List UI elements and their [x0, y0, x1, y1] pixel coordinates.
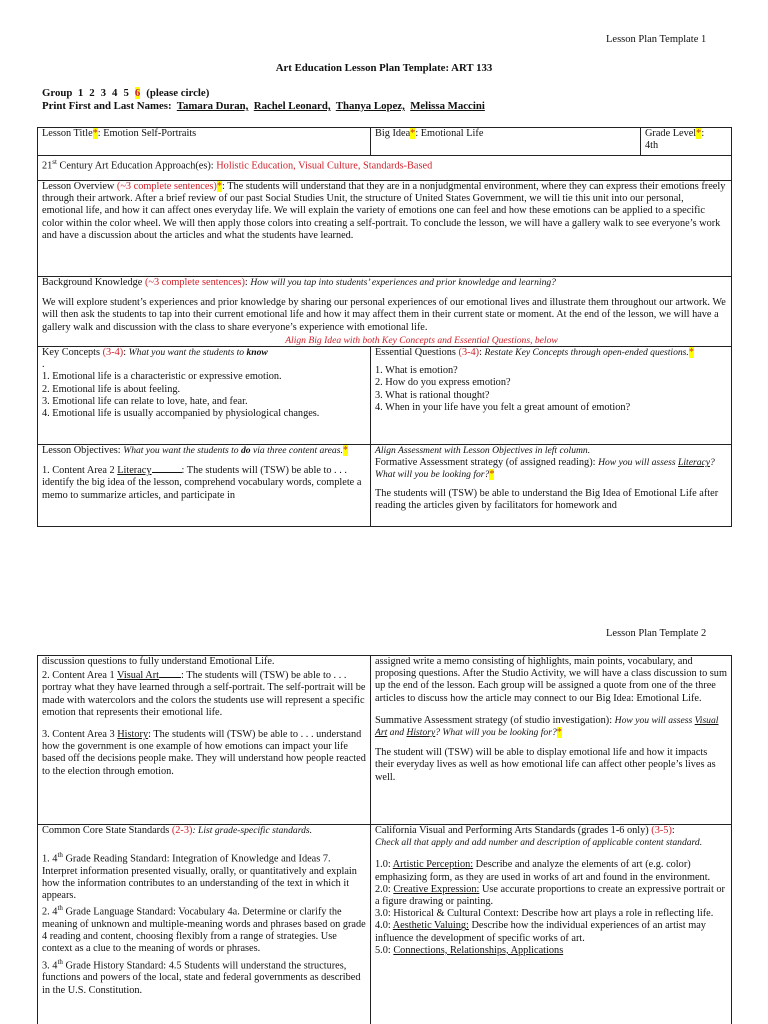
- big-idea-cell: Big Idea*: Emotional Life: [371, 128, 641, 156]
- key-concept-item: 1. Emotional life is a characteristic or expressive emotion.: [42, 371, 282, 383]
- essential-question-item: 2. How do you express emotion?: [375, 377, 511, 389]
- big-idea-value[interactable]: Emotional Life: [420, 128, 484, 139]
- group-note: (please circle): [146, 87, 210, 99]
- student-name: Thanya Lopez,: [335, 100, 405, 112]
- key-concept-item: 2. Emotional life is about feeling.: [42, 383, 181, 395]
- essential-question-item: 3. What is rational thought?: [375, 389, 490, 401]
- names-label: Print First and Last Names:: [42, 100, 172, 112]
- key-concepts-cell[interactable]: Align Big Idea with both Key Concepts and Essential Questions, below Key Concepts (3-4): What you want the students to know . 1. Emotional life is a characteristic or expressive emotion. 2. Emotional life is about feeling. 3. Emotional life can relate to love, hate, and fear. 4. Emotional life is usually accompanied by physiological changes.: [38, 347, 371, 445]
- assessment-align-note: Align Assessment with Lesson Objectives in left column.: [375, 445, 591, 456]
- group-number[interactable]: 1: [77, 87, 84, 99]
- page-header: Lesson Plan Template 2: [606, 628, 707, 639]
- objective-1-cont: discussion questions to fully understand Emotional Life.: [42, 656, 275, 667]
- ccss-standard: 1. 4th Grade Reading Standard: Integration of Knowledge and Ideas 7. Interpret information presented visually, orally, or quantitatively and explain how the information contributes to an understanding of the text in which it appears.: [42, 851, 357, 902]
- approach-value[interactable]: Holistic Education, Visual Culture, Standards-Based: [216, 160, 433, 172]
- group-number[interactable]: 2: [89, 87, 95, 99]
- align-note: Align Big Idea with both Key Concepts and Essential Questions, below: [285, 335, 558, 346]
- objective-1: 1. Content Area 2 Literacy : The students will (TSW) be able to . . . identify the big idea of the lesson, comprehend vocabulary words, complete a memo to summarize articles, and participate in: [42, 465, 362, 501]
- grade-level-value[interactable]: 4th: [645, 140, 659, 152]
- group-number[interactable]: 3: [100, 87, 107, 99]
- page-header: Lesson Plan Template 1: [606, 34, 707, 45]
- group-number[interactable]: 5: [123, 87, 129, 99]
- cvpa-standard: 3.0: Historical & Cultural Context: Describe how art plays a role in reflecting life.: [375, 908, 714, 920]
- cvpa-cell[interactable]: California Visual and Performing Arts Standards (grades 1-6 only) (3-5): Check all that apply and add number and description of applicable content standard. 1.0: Artistic Perception: Describe and analyze the elements of art (e.g. color) emphasizing form, as they are used in works of art and found in the environment. 2.0: Creative Expression: Use accurate proportions to create an expressive portrait or a figure drawing or painting. 3.0: Historical & Cultural Context: Describe how art plays a role in reflecting life. 4.0: Aesthetic Valuing: Describe how the individual experiences of an artist may influence the development of specific works of art. 5.0: Connections, Relationships, Applications: [371, 825, 732, 1024]
- background-cell[interactable]: Background Knowledge (~3 complete sentences): How will you tap into students’ experiences and prior knowledge and learning? We will explore student’s experiences and prior knowledge by sharing our personal experiences of our emotional lives and illustrate them throughout our artwork. We will then ask the students to tap into their current emotional life and how it may affect them in their current state or moment. At the end of the lesson, we will have a gallery walk and discussion with the class to share everyone’s experience with emotional life.: [38, 277, 732, 347]
- approach-cell: 21st Century Art Education Approach(es): Holistic Education, Visual Culture, Standards-Based: [38, 156, 732, 181]
- group-number-selected[interactable]: 6: [134, 87, 141, 99]
- ccss-cell[interactable]: Common Core State Standards (2-3): List grade-specific standards. 1. 4th Grade Reading Standard: Integration of Knowledge and Ideas 7. Interpret information presented visually, orally, or quantitatively and explain how the information contributes to an understanding of the text in which it appears. 2. 4th Grade Language Standard: Vocabulary 4a. Determine or clarify the meaning of unknown and multiple-meaning words and phrases based on grade 4 reading and content, choosing flexibly from a range of strategies. Use context as a clue to the meaning of words or phrases. 3. 4th Grade History Standard: 4.5 Students will understand the structures, functions and powers of the local, state and federal governments as described in the U.S. Constitution.: [38, 825, 371, 1024]
- ccss-standard: 3. 4th Grade History Standard: 4.5 Students will understand the structures, functions and powers of the local, state and federal governments as described in the U.S. Constitution.: [42, 957, 361, 996]
- group-number[interactable]: 4: [112, 87, 118, 99]
- objectives-cell[interactable]: Lesson Objectives: What you want the students to do via three content areas.* 1. Content Area 2 Literacy : The students will (TSW) be able to . . . identify the big idea of the lesson, comprehend vocabulary words, complete a memo to summarize articles, and participate in: [38, 445, 371, 527]
- essential-questions-cell[interactable]: Essential Questions (3-4): Restate Key Concepts through open-ended questions.* 1. What is emotion? 2. How do you express emotion? 3. What is rational thought? 4. When in your life have you felt a great amount of emotion?: [371, 347, 732, 445]
- overview-cell[interactable]: Lesson Overview (~3 complete sentences)*: The students will understand that they are in a nonjudgmental environment, where they can express their emotions freely through their artwork. After a brief review of our past Social Studies Unit, the structure of United States Government, we will tie this unit into our personal, emotional life, and how it can affect ones everyday life. We will explain the variety of emotions one can feel and how these emotions can be applied to a specific color within the color wheel. We will then apply those colors into creating a self-portrait. To conclude the lesson, we will have a gallery walk to see everyone’s work and have a discussion about the articles and what the students have learned.: [38, 181, 732, 277]
- background-text: We will explore student’s experiences and prior knowledge by sharing our personal experiences of our emotional lives and illustrate them throughout our artwork. We will then ask the students to tap into their current emotional life and how it may affect them in their current state or moment. At the end of the lesson, we will have a gallery walk and discussion with the class to share everyone’s experience with emotional life.: [42, 297, 726, 333]
- lesson-title-cell: Lesson Title*: Emotion Self-Portraits: [38, 128, 371, 156]
- group-label: Group: [42, 87, 73, 99]
- group-selector: [42, 87, 485, 113]
- student-name: Melissa Maccini: [410, 100, 485, 112]
- student-name: Tamara Duran,: [176, 100, 249, 112]
- objectives-cont-cell[interactable]: [38, 656, 371, 825]
- key-concept-item: 3. Emotional life can relate to love, hate, and fear.: [42, 395, 248, 407]
- document-title: Art Education Lesson Plan Template: ART 133: [275, 62, 493, 74]
- key-concept-item: 4. Emotional life is usually accompanied by physiological changes.: [42, 408, 320, 420]
- formative-text: The students will (TSW) be able to understand the Big Idea of Emotional Life after reading the articles given by facilitators for homework and: [375, 487, 719, 511]
- student-name: Rachel Leonard,: [253, 100, 331, 112]
- cvpa-prompt: Check all that apply and add number and description of applicable content standard.: [375, 837, 703, 849]
- summative-assessment: Summative Assessment strategy (of studio investigation): How you will assess Visual Art and History? What will you be looking for?*: [375, 714, 719, 739]
- grade-level-cell: Grade Level*: 4th: [641, 128, 732, 156]
- cvpa-standard: 1.0: Artistic Perception: Describe and analyze the elements of art (e.g. color) emphasizing form, as they are used in works of art and found in the environment.: [375, 859, 711, 883]
- objective-2: 2. Content Area 1 Visual Art : The students will (TSW) be able to . . . portray what they have learned through a self-portrait. The self-portrait will be made with watercolors and the colors the students use will represent a specific emotion that represents their emotional life.: [42, 670, 366, 718]
- essential-question-item: 4. When in your life have you felt a great amount of emotion?: [375, 401, 631, 413]
- summative-text: The student will (TSW) will be able to display emotional life and how it impacts their everyday lives as well as how emotional life can affect other people’s lives as well.: [375, 747, 716, 783]
- essential-question-item: 1. What is emotion?: [375, 365, 458, 377]
- assessment-cont-cell[interactable]: [371, 656, 732, 825]
- lesson-title-value[interactable]: Emotion Self-Portraits: [103, 128, 197, 139]
- formative-assessment-cell[interactable]: Align Assessment with Lesson Objectives in left column. Formative Assessment strategy (of assigned reading): How you will assess Literacy? What will you be looking for?* The students will (TSW) be able to understand the Big Idea of Emotional Life after reading the articles given by facilitators for homework and: [371, 445, 732, 527]
- cvpa-standard: 5.0: Connections, Relationships, Applications: [375, 944, 564, 956]
- cvpa-standard: 2.0: Creative Expression: Use accurate proportions to create an expressive portrait or a figure drawing or painting.: [375, 883, 725, 908]
- overview-text: : The students will understand that they are in a nonjudgmental environment, where they can express their emotions freely through their artwork. After a brief review of our past Social Studies Unit, the structure of United States Government, we will tie this unit into our personal, emotional life, and how it can affect ones everyday life. We will explain the variety of emotions one can feel and how these emotions can be applied to a specific color within the color wheel. We will then apply those colors into creating a self-portrait. To conclude the lesson, we will have a gallery walk to see everyone’s work and have a discussion about the articles and what the students have learned.: [42, 181, 726, 241]
- lesson-plan-table-page2: [37, 655, 732, 1024]
- objective-3: 3. Content Area 3 History: The students will (TSW) be able to . . . understand how the government is one example of how emotions can impact your life based off the decisions people make. They will understand how people reacted to the election through emotion.: [42, 729, 366, 777]
- cvpa-standard: 4.0: Aesthetic Valuing: Describe how the individual experiences of an artist may influence the development of specific works of art.: [375, 920, 706, 944]
- formative-text-cont: assigned write a memo consisting of highlights, main points, vocabulary, and proposing questions. After the Studio Activity, we will have a class discussion to sum up the end of the lesson. Each group will be assigned a quote from one of the three articles to discuss how the article may connect to our Big Idea: Emotional Life.: [375, 656, 727, 704]
- lesson-plan-table-page1: [37, 127, 732, 527]
- ccss-standard: 2. 4th Grade Language Standard: Vocabulary 4a. Determine or clarify the meaning of unknown and multiple-meaning words and phrases based on grade 4 reading and content, choosing flexibly from a range of strategies. Use context as a clue to the meaning of words or phrases.: [42, 904, 366, 955]
